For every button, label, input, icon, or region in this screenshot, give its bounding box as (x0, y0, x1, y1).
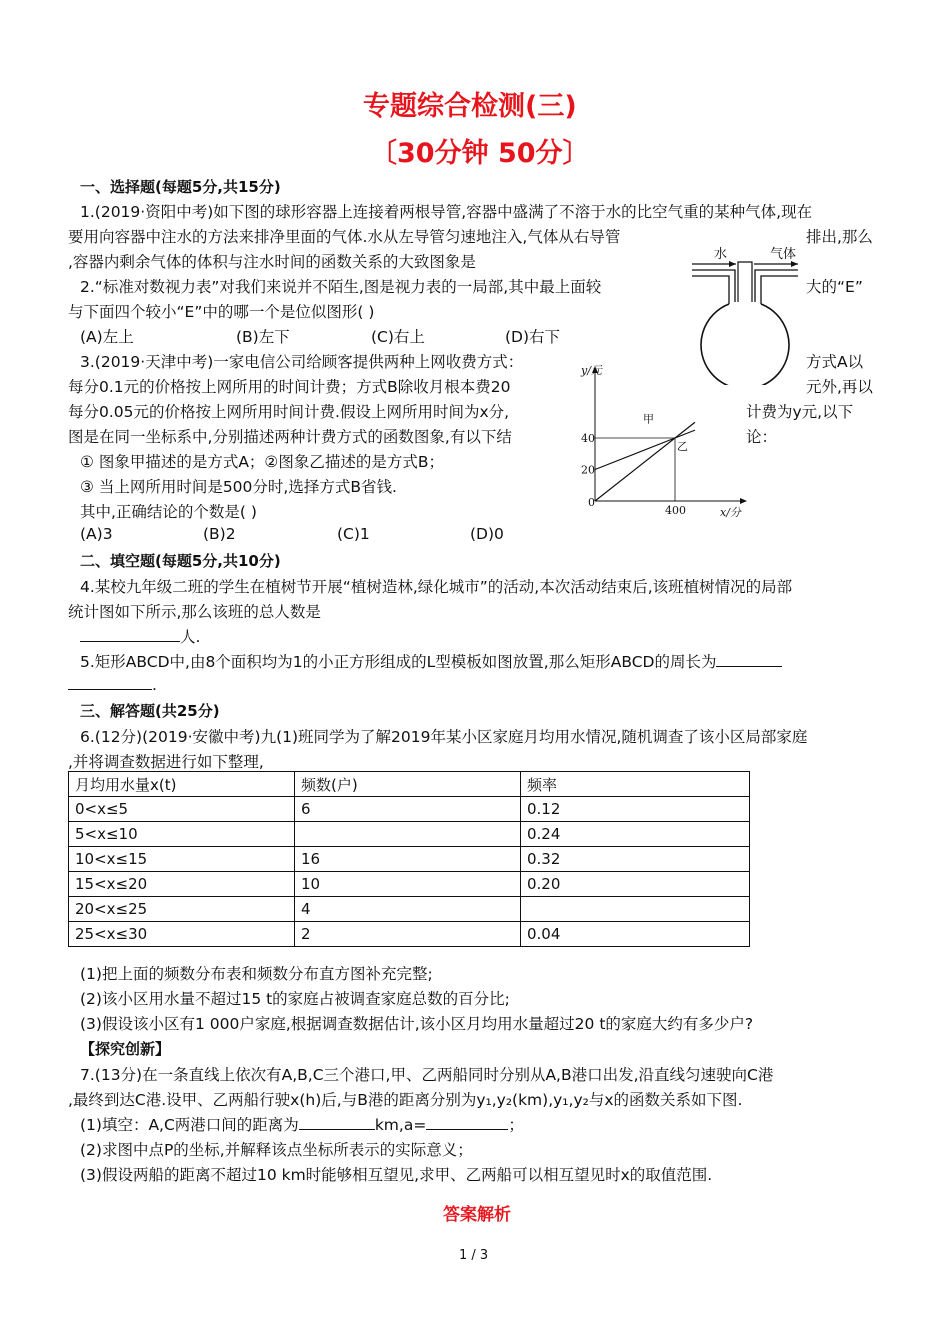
q2-line-1a: 2.“标准对数视力表”对我们来说并不陌生,图是视力表的一局部,其中最上面较 (80, 278, 602, 296)
q3-line-2a: 每分0.1元的价格按上网所用的时间计费；方式B除收月根本费20 (68, 378, 511, 396)
q2-line-2: 与下面四个较小“E”中的哪一个是位似图形( ) (68, 303, 375, 321)
q6-part-1: (1)把上面的频数分布表和频数分布直方图补充完整; (80, 965, 433, 983)
q3-line-7: 其中,正确结论的个数是( ) (80, 503, 257, 521)
x-axis-label: x/分 (720, 506, 741, 519)
q3-line-5: ① 图象甲描述的是方式A；②图象乙描述的是方式B； (80, 453, 444, 471)
table-cell: 25<x≤30 (69, 922, 295, 947)
q1-line-1: 1.(2019·资阳中考)如下图的球形容器上连接着两根导管,容器中盛满了不溶于水的比空气重的某种气体,现在 (80, 203, 813, 221)
table-header-cell: 月均用水量x(t) (69, 772, 295, 797)
x-axis-arrow (740, 498, 747, 504)
section-fill-heading: 二、填空题(每题5分,共10分) (80, 552, 281, 570)
q2-option-a: (A)左上 (80, 328, 134, 346)
q7-part-1 (80, 1113, 524, 1135)
q2-option-b: (B)左下 (236, 328, 290, 346)
q3-line-4b: 论： (746, 428, 778, 446)
answer-heading: 答案解析 (443, 1205, 511, 1225)
table-cell: 2 (295, 922, 521, 947)
table-cell[interactable] (295, 822, 521, 847)
q6-line-1: 6.(12分)(2019·安徽中考)九(1)班同学为了解2019年某小区家庭月均用水情况,随机调查了该小区局部家庭 (80, 728, 808, 746)
q7-part-1-text: (1)填空：A,C两港口间的距离为 (80, 1116, 299, 1134)
frequency-table (68, 771, 750, 947)
q7-line-1: 7.(13分)在一条直线上依次有A,B,C三个港口,甲、乙两船同时分别从A,B港口出发,沿直线匀速驶向C港 (80, 1066, 774, 1084)
table-header-cell: 频率 (521, 772, 750, 797)
table-cell: 0.32 (521, 847, 750, 872)
series-label: 乙 (677, 440, 688, 454)
table-row (69, 822, 750, 847)
q1-line-2b: 排出,那么 (806, 228, 873, 246)
page-subtitle: 〔30分钟 50分〕 (370, 138, 590, 169)
label-water: 水 (714, 247, 728, 262)
table-row (69, 847, 750, 872)
q3-line-4a: 图是在同一坐标系中,分别描述两种计费方式的函数图象,有以下结 (68, 428, 512, 446)
q7-part-1-end: ； (508, 1116, 524, 1134)
table-cell: 0.20 (521, 872, 750, 897)
q3-option-d: (D)0 (470, 525, 504, 543)
q3-line-1b: 方式A以 (806, 353, 864, 371)
q7-part-1-mid: km,a= (374, 1116, 427, 1134)
q5-line-1 (80, 650, 782, 672)
y-tick-label: 20 (581, 463, 595, 477)
table-cell: 4 (295, 897, 521, 922)
q5-text: 5.矩形ABCD中,由8个面积均为1的小正方形组成的L型模板如图放置,那么矩形ABCD的周长为 (80, 653, 717, 671)
y-tick-label: 40 (581, 432, 595, 445)
q6-part-2: (2)该小区用水量不超过15 t的家庭占被调查家庭总数的百分比; (80, 990, 510, 1008)
q3-option-b: (B)2 (203, 525, 236, 543)
q4-line-2: 统计图如下所示,那么该班的总人数是 (68, 603, 321, 621)
q7-a-blank[interactable] (426, 1115, 508, 1130)
table-cell: 0.04 (521, 922, 750, 947)
q6-part-3: (3)假设该小区有1 000户家庭,根据调查数据估计,该小区月均用水量超过20 t的家庭大约有多少户? (80, 1015, 754, 1033)
table-cell: 0<x≤5 (69, 797, 295, 822)
table-header-row (69, 772, 750, 797)
q3-option-a: (A)3 (80, 525, 113, 543)
neck (738, 262, 752, 302)
q3-line-2b: 元外,再以 (806, 378, 873, 396)
q5-answer-blank-2[interactable] (68, 675, 152, 690)
q3-line-6: ③ 当上网所用时间是500分时,选择方式B省钱. (80, 478, 397, 496)
q7-part-3: (3)假设两船的距离不超过10 km时能够相互望见,求甲、乙两船可以相互望见时x的取值范围. (80, 1166, 713, 1184)
table-row (69, 897, 750, 922)
table-cell: 20<x≤25 (69, 897, 295, 922)
table-cell: 10<x≤15 (69, 847, 295, 872)
q4-unit: 人. (180, 628, 201, 646)
section-solve-heading: 三、解答题(共25分) (80, 702, 220, 720)
billing-chart (575, 362, 750, 520)
right-pipe-inner (761, 276, 798, 304)
q7-distance-blank[interactable] (299, 1115, 375, 1130)
table-cell: 5<x≤10 (69, 822, 295, 847)
y-axis-label: y/元 (581, 364, 602, 377)
series-line-jia (595, 422, 695, 501)
table-cell: 6 (295, 797, 521, 822)
q5-answer-blank-1[interactable] (716, 652, 782, 667)
q3-line-3b: 计费为y元,以下 (746, 403, 854, 421)
q1-line-3: ,容器内剩余气体的体积与注水时间的函数关系的大致图象是 (68, 253, 476, 271)
left-pipe-inner (692, 276, 729, 304)
page-number: 1 / 3 (459, 1248, 489, 1263)
x-tick-label: 400 (665, 504, 686, 517)
table-cell[interactable] (521, 897, 750, 922)
q2-option-c: (C)右上 (371, 328, 425, 346)
q5-period: . (152, 676, 157, 694)
q3-option-c: (C)1 (337, 525, 370, 543)
q1-line-2a: 要用向容器中注水的方法来排净里面的气体.水从左导管匀速地注入,气体从右导管 (68, 228, 621, 246)
explore-heading: 【探究创新】 (80, 1040, 171, 1058)
table-header-cell: 频数(户) (295, 772, 521, 797)
page-title: 专题综合检测(三) (363, 91, 577, 122)
table-cell: 0.24 (521, 822, 750, 847)
q7-line-2: ,最终到达C港.设甲、乙两船行驶x(h)后,与B港的距离分别为y₁,y₂(km),y₁,y₂与x的函数关系如下图. (68, 1091, 743, 1109)
section-choice-heading: 一、选择题(每题5分,共15分) (80, 178, 281, 196)
table-cell: 0.12 (521, 797, 750, 822)
q2-line-1b: 大的“E” (806, 278, 863, 296)
table-cell: 15<x≤20 (69, 872, 295, 897)
q7-part-2: (2)求图中点P的坐标,并解释该点坐标所表示的实际意义； (80, 1141, 473, 1159)
q2-option-d: (D)右下 (505, 328, 561, 346)
origin-label: 0 (588, 496, 595, 509)
table-cell: 10 (295, 872, 521, 897)
table-cell: 16 (295, 847, 521, 872)
q3-line-3a: 每分0.05元的价格按上网所用时间计费.假设上网所用时间为x分, (68, 403, 510, 421)
q4-line-1: 4.某校九年级二班的学生在植树节开展“植树造林,绿化城市”的活动,本次活动结束后,该班植树情况的局部 (80, 578, 793, 596)
q4-line-3 (80, 625, 200, 647)
q5-line-2 (68, 675, 157, 694)
series-label: 甲 (643, 412, 654, 426)
q3-line-1a: 3.(2019·天津中考)一家电信公司给顾客提供两种上网收费方式： (80, 353, 524, 371)
table-row (69, 872, 750, 897)
table-row (69, 797, 750, 822)
table-row (69, 922, 750, 947)
q4-answer-blank[interactable] (80, 627, 180, 642)
label-gas: 气体 (770, 247, 797, 262)
water-arrowhead (729, 261, 736, 267)
q6-line-2: ,并将调查数据进行如下整理, (68, 753, 264, 771)
